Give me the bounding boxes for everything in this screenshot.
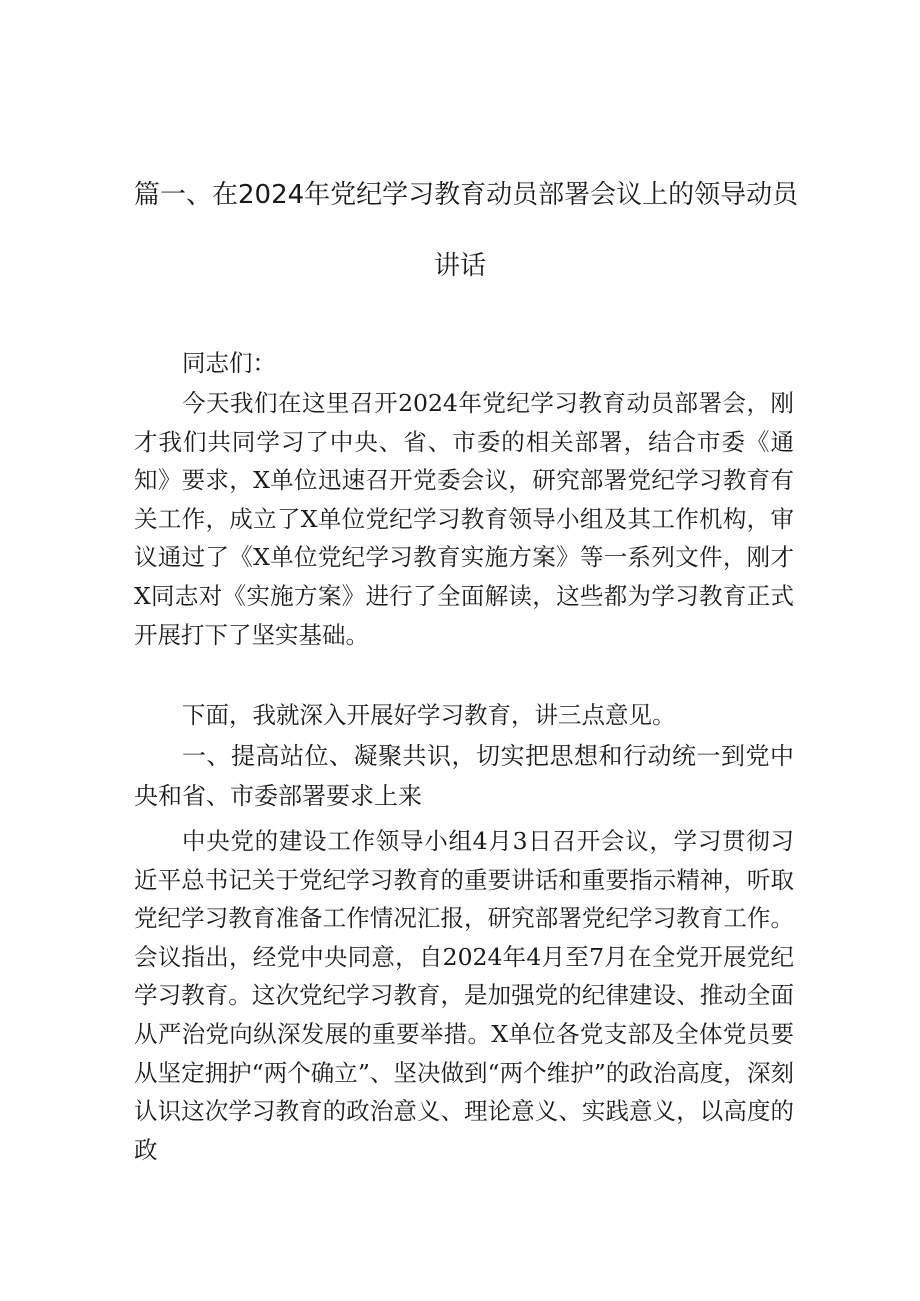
section-heading-1 (134, 736, 794, 816)
paragraph-2 (134, 696, 794, 735)
document-title-line-2: 讲话 (433, 251, 486, 281)
paragraph-3-text: 中央党的建设工作领导小组4月3日召开会议，学习贯彻习近平总书记关于党纪学习教育的重要讲话和重要指示精神，听取党纪学习教育准备工作情况汇报，研究部署党纪学习教育工作。会议指出，经党中央同意，自2024年4月至7月在全党开展党纪学习教育。这次党纪学习教育，是加强党的纪律建设、推动全面从严治党向纵深发展的重要举措。X单位各党支部及全体党员要从坚定拥护“两个确立”、坚决做到“两个维护”的政治高度，深刻认识这次学习教育的政治意义、理论意义、实践意义，以高度的政 (134, 827, 794, 1164)
section-heading-1-text: 一、提高站位、凝聚共识，切实把思想和行动统一到党中央和省、市委部署要求上来 (134, 742, 794, 810)
paragraph-2-text: 下面，我就深入开展好学习教育，讲三点意见。 (182, 701, 676, 729)
greeting-text: 同志们： (182, 349, 276, 377)
greeting (134, 344, 794, 383)
paragraph-1 (134, 384, 794, 654)
paragraph-3 (134, 822, 794, 1169)
paragraph-1-text: 今天我们在这里召开2024年党纪学习教育动员部署会，刚才我们共同学习了中央、省、市委的相关部署，结合市委《通知》要求，X单位迅速召开党委会议，研究部署党纪学习教育有关工作，成立了X单位党纪学习教育领导小组及其工作机构，审议通过了《X单位党纪学习教育实施方案》等一系列文件，刚才X同志对《实施方案》进行了全面解读，这些都为学习教育正式开展打下了坚实基础。 (134, 389, 794, 649)
document-title-line-1: 篇一、在2024年党纪学习教育动员部署会议上的领导动员 (134, 180, 799, 210)
